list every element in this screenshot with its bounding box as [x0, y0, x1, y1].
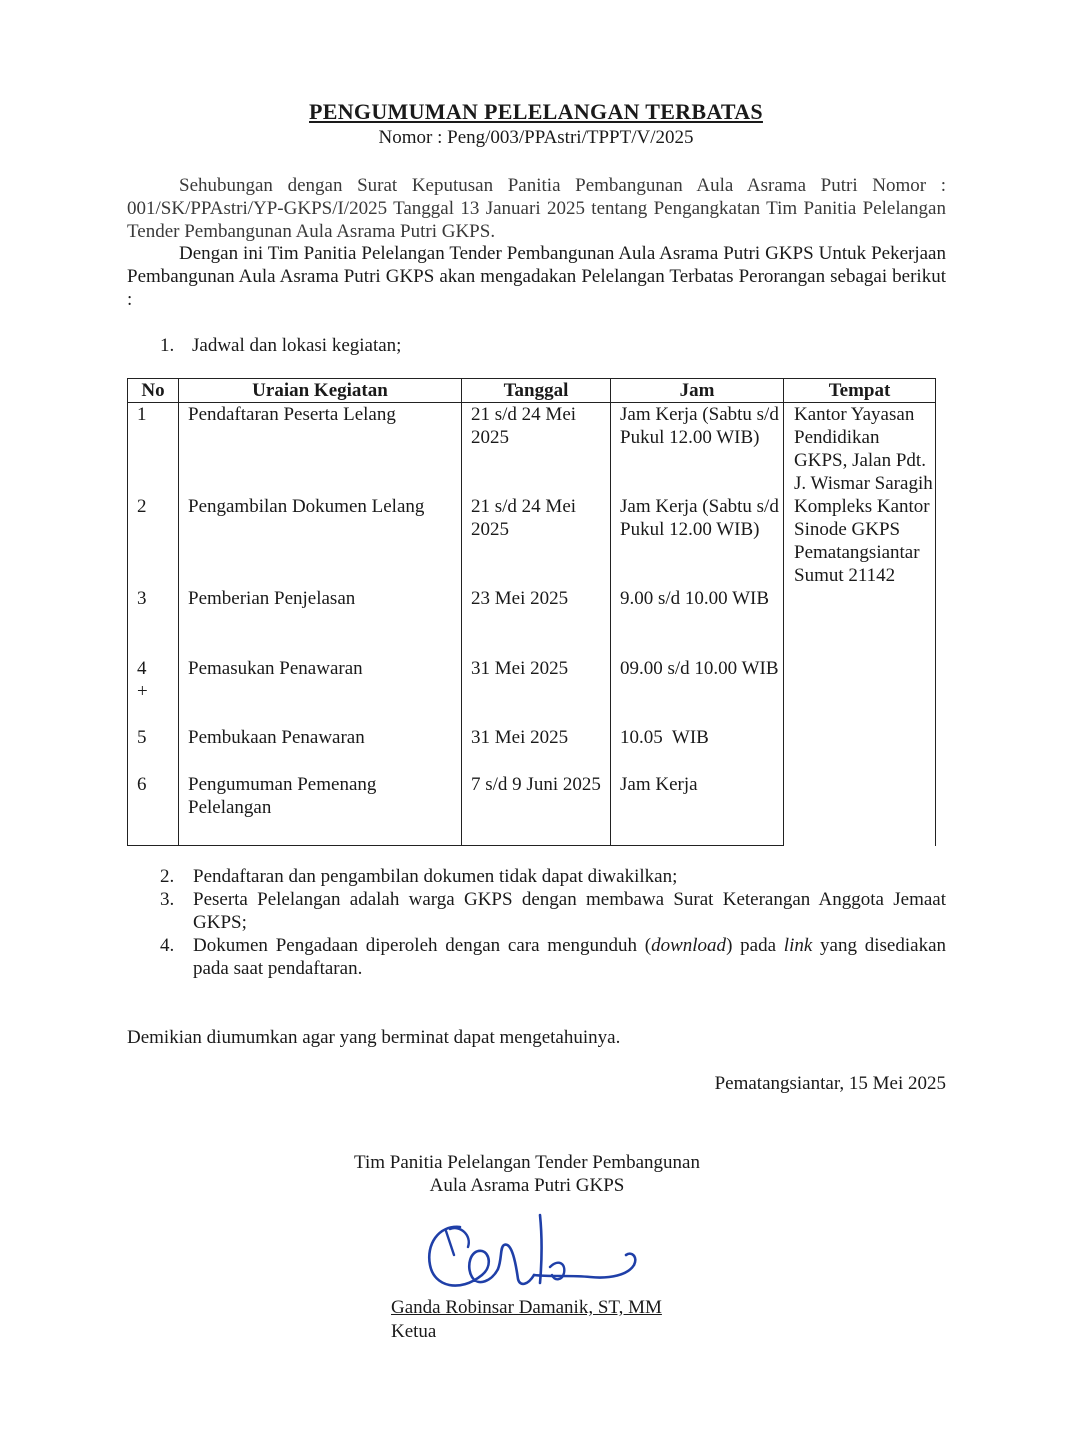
- cell-jam: Jam Kerja (Sabtu s/d Pukul 12.00 WIB): [611, 403, 784, 496]
- row-mark: +: [137, 681, 148, 702]
- header-no: No: [128, 379, 179, 403]
- list-item-4: [160, 934, 946, 980]
- document-number: Nomor : Peng/003/PPAstri/TPPT/V/2025: [378, 127, 694, 148]
- list-item-italic-link: link: [783, 935, 813, 956]
- cell-uraian: Pemasukan Penawaran: [179, 657, 462, 724]
- list-item-number: 2.: [160, 866, 175, 887]
- schedule-header-row: [128, 379, 936, 403]
- signer-name: Ganda Robinsar Damanik, ST, MM: [391, 1297, 662, 1318]
- closing-sentence: Demikian diumumkan agar yang berminat dapat mengetahuinya.: [127, 1027, 621, 1048]
- cell-jam: 09.00 s/d 10.00 WIB: [611, 657, 784, 724]
- cell-tanggal: 31 Mei 2025: [462, 657, 611, 724]
- cell-jam: 9.00 s/d 10.00 WIB: [611, 587, 784, 657]
- header-uraian: Uraian Kegiatan: [179, 379, 462, 403]
- cell-jam: Jam Kerja: [611, 773, 784, 846]
- list-item-text-middle: ) pada: [726, 935, 784, 956]
- list-item-text-before: Dokumen Pengadaan diperoleh dengan cara mengunduh (: [193, 935, 652, 956]
- intro-paragraph-1: [127, 174, 946, 243]
- cell-tanggal: 7 s/d 9 Juni 2025: [462, 773, 611, 846]
- cell-tanggal: 21 s/d 24 Mei 2025: [462, 495, 611, 587]
- row-number: 4: [137, 658, 147, 679]
- place-date: Pematangsiantar, 15 Mei 2025: [714, 1073, 946, 1094]
- cell-tanggal: 21 s/d 24 Mei 2025: [462, 403, 611, 496]
- cell-no: 1: [128, 403, 179, 496]
- list-item-text: Jadwal dan lokasi kegiatan;: [192, 335, 402, 356]
- list-item-text: Pendaftaran dan pengambilan dokumen tidak dapat diwakilkan;: [193, 866, 678, 887]
- cell-uraian: Pengambilan Dokumen Lelang: [179, 495, 462, 587]
- intro-paragraph-2-text: Dengan ini Tim Panitia Pelelangan Tender Pembangunan Aula Asrama Putri GKPS Untuk Pekerjaan Pembangunan Aula Asrama Putri GKPS akan mengadakan Pelelangan Terbatas Perorangan sebagai berikut :: [127, 243, 946, 310]
- list-item-text-after: yang disediakan pada saat pendaftaran.: [193, 935, 947, 979]
- header-tempat: Tempat: [784, 379, 936, 403]
- list-item-number: 3.: [160, 889, 175, 910]
- signer-role: Ketua: [391, 1321, 437, 1342]
- list-item-text: Peserta Pelelangan adalah warga GKPS dengan membawa Surat Keterangan Anggota Jemaat GKPS;: [193, 889, 946, 933]
- header-jam: Jam: [611, 379, 784, 403]
- list-item-2: [160, 865, 946, 888]
- cell-no: [128, 657, 179, 724]
- header-tanggal: Tanggal: [462, 379, 611, 403]
- list-item-number: 4.: [160, 935, 175, 956]
- schedule-table: [127, 378, 936, 846]
- list-item-1: [160, 334, 401, 357]
- cell-no: 2: [128, 495, 179, 587]
- cell-no: 3: [128, 587, 179, 657]
- cell-uraian: Pembukaan Penawaran: [179, 724, 462, 773]
- cell-tempat: Kantor Yayasan Pendidikan GKPS, Jalan Pdt. J. Wismar Saragih Kompleks Kantor Sinode GKPS Pematangsiantar Sumut 21142: [784, 403, 936, 846]
- list-item-3: [160, 888, 946, 934]
- cell-tanggal: 31 Mei 2025: [462, 724, 611, 773]
- cell-uraian: Pemberian Penjelasan: [179, 587, 462, 657]
- committee-line-1: Tim Panitia Pelelangan Tender Pembangunan: [354, 1152, 700, 1173]
- intro-paragraph-2: [127, 242, 946, 311]
- cell-jam: Jam Kerja (Sabtu s/d Pukul 12.00 WIB): [611, 495, 784, 587]
- committee-block: [0, 1151, 1054, 1197]
- cell-no: 6: [128, 773, 179, 846]
- list-item-number: 1.: [160, 335, 175, 356]
- list-item-italic-download: download: [651, 935, 727, 956]
- cell-tanggal: 23 Mei 2025: [462, 587, 611, 657]
- document-title: PENGUMUMAN PELELANGAN TERBATAS: [309, 99, 763, 124]
- committee-line-2: Aula Asrama Putri GKPS: [429, 1175, 625, 1196]
- table-row: [128, 403, 936, 496]
- cell-uraian: Pendaftaran Peserta Lelang: [179, 403, 462, 496]
- handwritten-signature: [420, 1205, 650, 1305]
- cell-jam: 10.05 WIB: [611, 724, 784, 773]
- cell-no: 5: [128, 724, 179, 773]
- cell-uraian: Pengumuman Pemenang Pelelangan: [179, 773, 462, 846]
- intro-paragraph-1-text: Sehubungan dengan Surat Keputusan Panitia Pembangunan Aula Asrama Putri Nomor : 001/SK/PPAstri/YP-GKPS/I/2025 Tanggal 13 Januari 2025 tentang Pengangkatan Tim Panitia Pelelangan Tender Pembangunan Aula Asrama Putri GKPS.: [127, 175, 946, 242]
